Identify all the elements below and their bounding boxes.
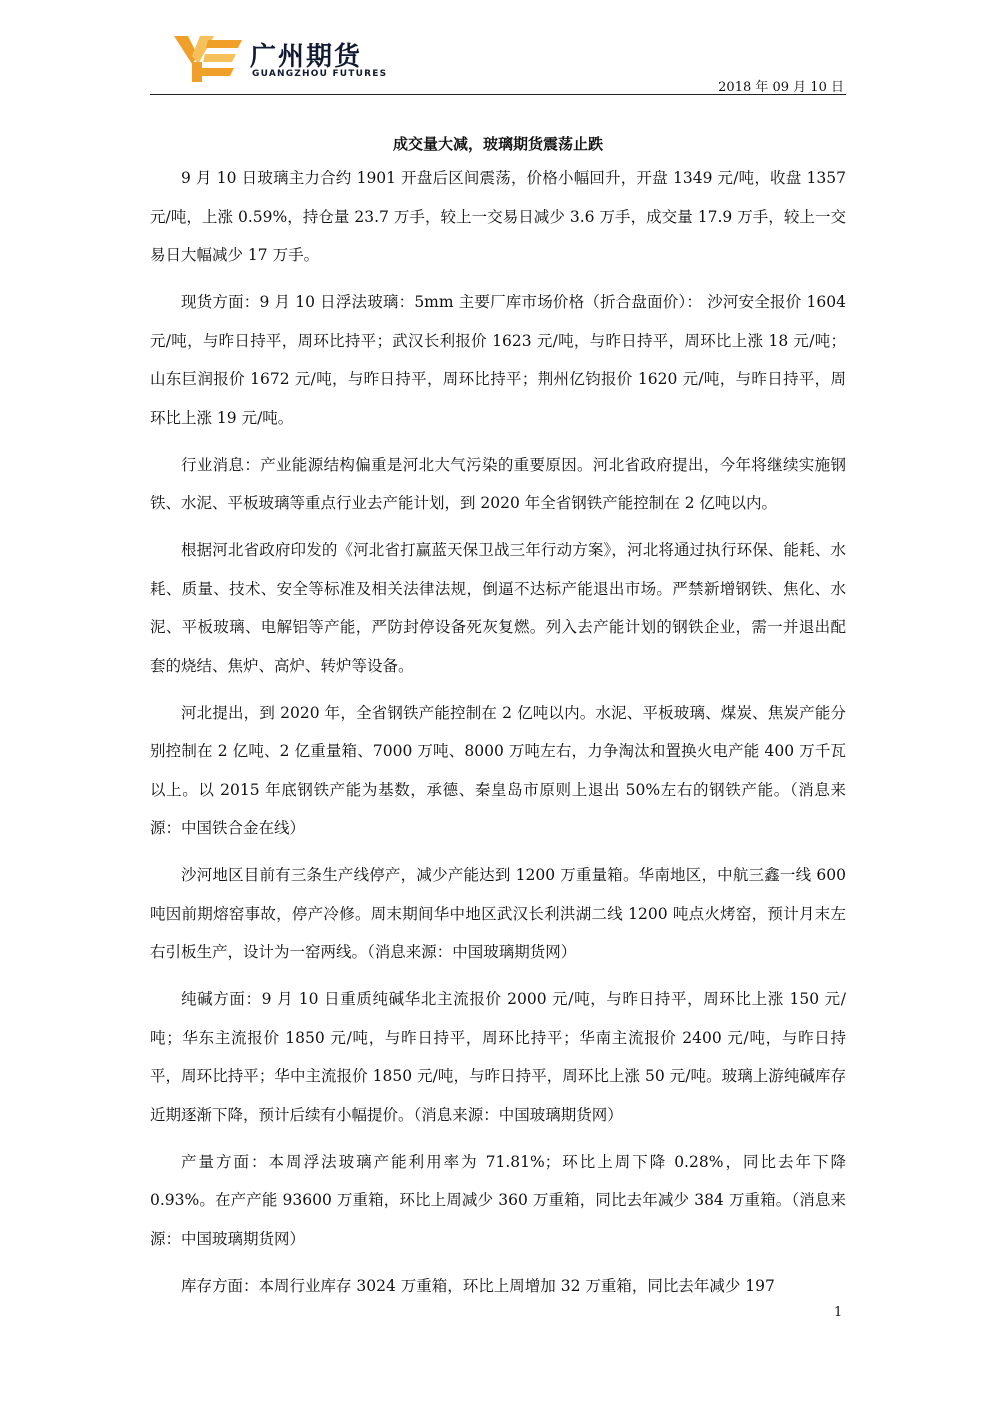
paragraph-output: 产量方面：本周浮法玻璃产能利用率为 71.81%；环比上周下降 0.28%，同比去年下降 0.93%。在产产能 93600 万重箱，环比上周减少 360 万重箱，同比去年减少 384 万重箱。（消息来源：中国玻璃期货网）: [150, 1152, 846, 1248]
paragraph-spot-prices: 现货方面：9 月 10 日浮法玻璃：5mm 主要厂库市场价格（折合盘面价）： 沙河安全报价 1604 元/吨，与昨日持平，周环比持平；武汉长利报价 1623 元/吨，与昨日持平，周环比上涨 18 元/吨；山东巨润报价 1672 元/吨，与昨日持平，周环比持平；荆州亿钧报价 1620 元/吨，与昨日持平，周环比上涨 19 元/吨。: [150, 293, 846, 427]
paragraph-production-lines: 沙河地区目前有三条生产线停产，减少产能达到 1200 万重量箱。华南地区，中航三鑫一线 600 吨因前期熔窑事故，停产冷修。周末期间华中地区武汉长利洪湖二线 1200 吨点火烤窑，预计月末左右引板生产，设计为一窑两线。（消息来源：中国玻璃期货网）: [150, 866, 846, 961]
article-title: 成交量大减，玻璃期货震荡止跌: [392, 135, 603, 153]
header-divider: [150, 94, 846, 95]
page-number: 1: [834, 1305, 843, 1320]
report-date: 2018 年 09 月 10 日: [718, 80, 844, 95]
brand-name-cn: 广州期货: [250, 42, 363, 72]
page-header: [150, 26, 846, 94]
paragraph-soda-ash: 纯碱方面：9 月 10 日重质纯碱华北主流报价 2000 元/吨，与昨日持平，周环比上涨 150 元/吨；华东主流报价 1850 元/吨，与昨日持平，周环比持平；华南主流报价 2400 元/吨，与昨日持平，周环比持平；华中主流报价 1850 元/吨，与昨日持平，周环比上涨 50 元/吨。玻璃上游纯碱库存近期逐渐下降，预计后续有小幅提价。（消息来源：中国玻璃期货网）: [150, 990, 846, 1124]
paragraph-hebei-capacity: 河北提出，到 2020 年，全省钢铁产能控制在 2 亿吨以内。水泥、平板玻璃、煤炭、焦炭产能分别控制在 2 亿吨、2 亿重量箱、7000 万吨、8000 万吨左右，力争淘汰和置换火电产能 400 万千瓦以上。以 2015 年底钢铁产能为基数，承德、秦皇岛市原则上退出 50%左右的钢铁产能。（消息来源：中国铁合金在线）: [150, 703, 846, 837]
brand-name-en: GUANGZHOU FUTURES: [252, 69, 388, 79]
paragraph-hebei-plan: 根据河北省政府印发的《河北省打赢蓝天保卫战三年行动方案》，河北将通过执行环保、能耗、水耗、质量、技术、安全等标准及相关法律法规，倒逼不达标产能退出市场。严禁新增钢铁、焦化、水泥、平板玻璃、电解铝等产能，严防封停设备死灰复燃。列入去产能计划的钢铁企业，需一并退出配套的烧结、焦炉、高炉、转炉等设备。: [150, 541, 846, 675]
paragraph-futures-summary: 9 月 10 日玻璃主力合约 1901 开盘后区间震荡，价格小幅回升，开盘 1349 元/吨，收盘 1357 元/吨，上涨 0.59%，持仓量 23.7 万手，较上一交易日减少 3.6 万手，成交量 17.9 万手，较上一交易日大幅减少 17 万手。: [150, 169, 846, 264]
article-body: [150, 159, 846, 1314]
guangzhou-futures-logo-icon: [172, 34, 246, 84]
paragraph-industry-news: 行业消息：产业能源结构偏重是河北大气污染的重要原因。河北省政府提出，今年将继续实施钢铁、水泥、平板玻璃等重点行业去产能计划，到 2020 年全省钢铁产能控制在 2 亿吨以内。: [150, 455, 846, 512]
paragraph-inventory: 库存方面：本周行业库存 3024 万重箱，环比上周增加 32 万重箱，同比去年减少 197: [181, 1276, 775, 1295]
